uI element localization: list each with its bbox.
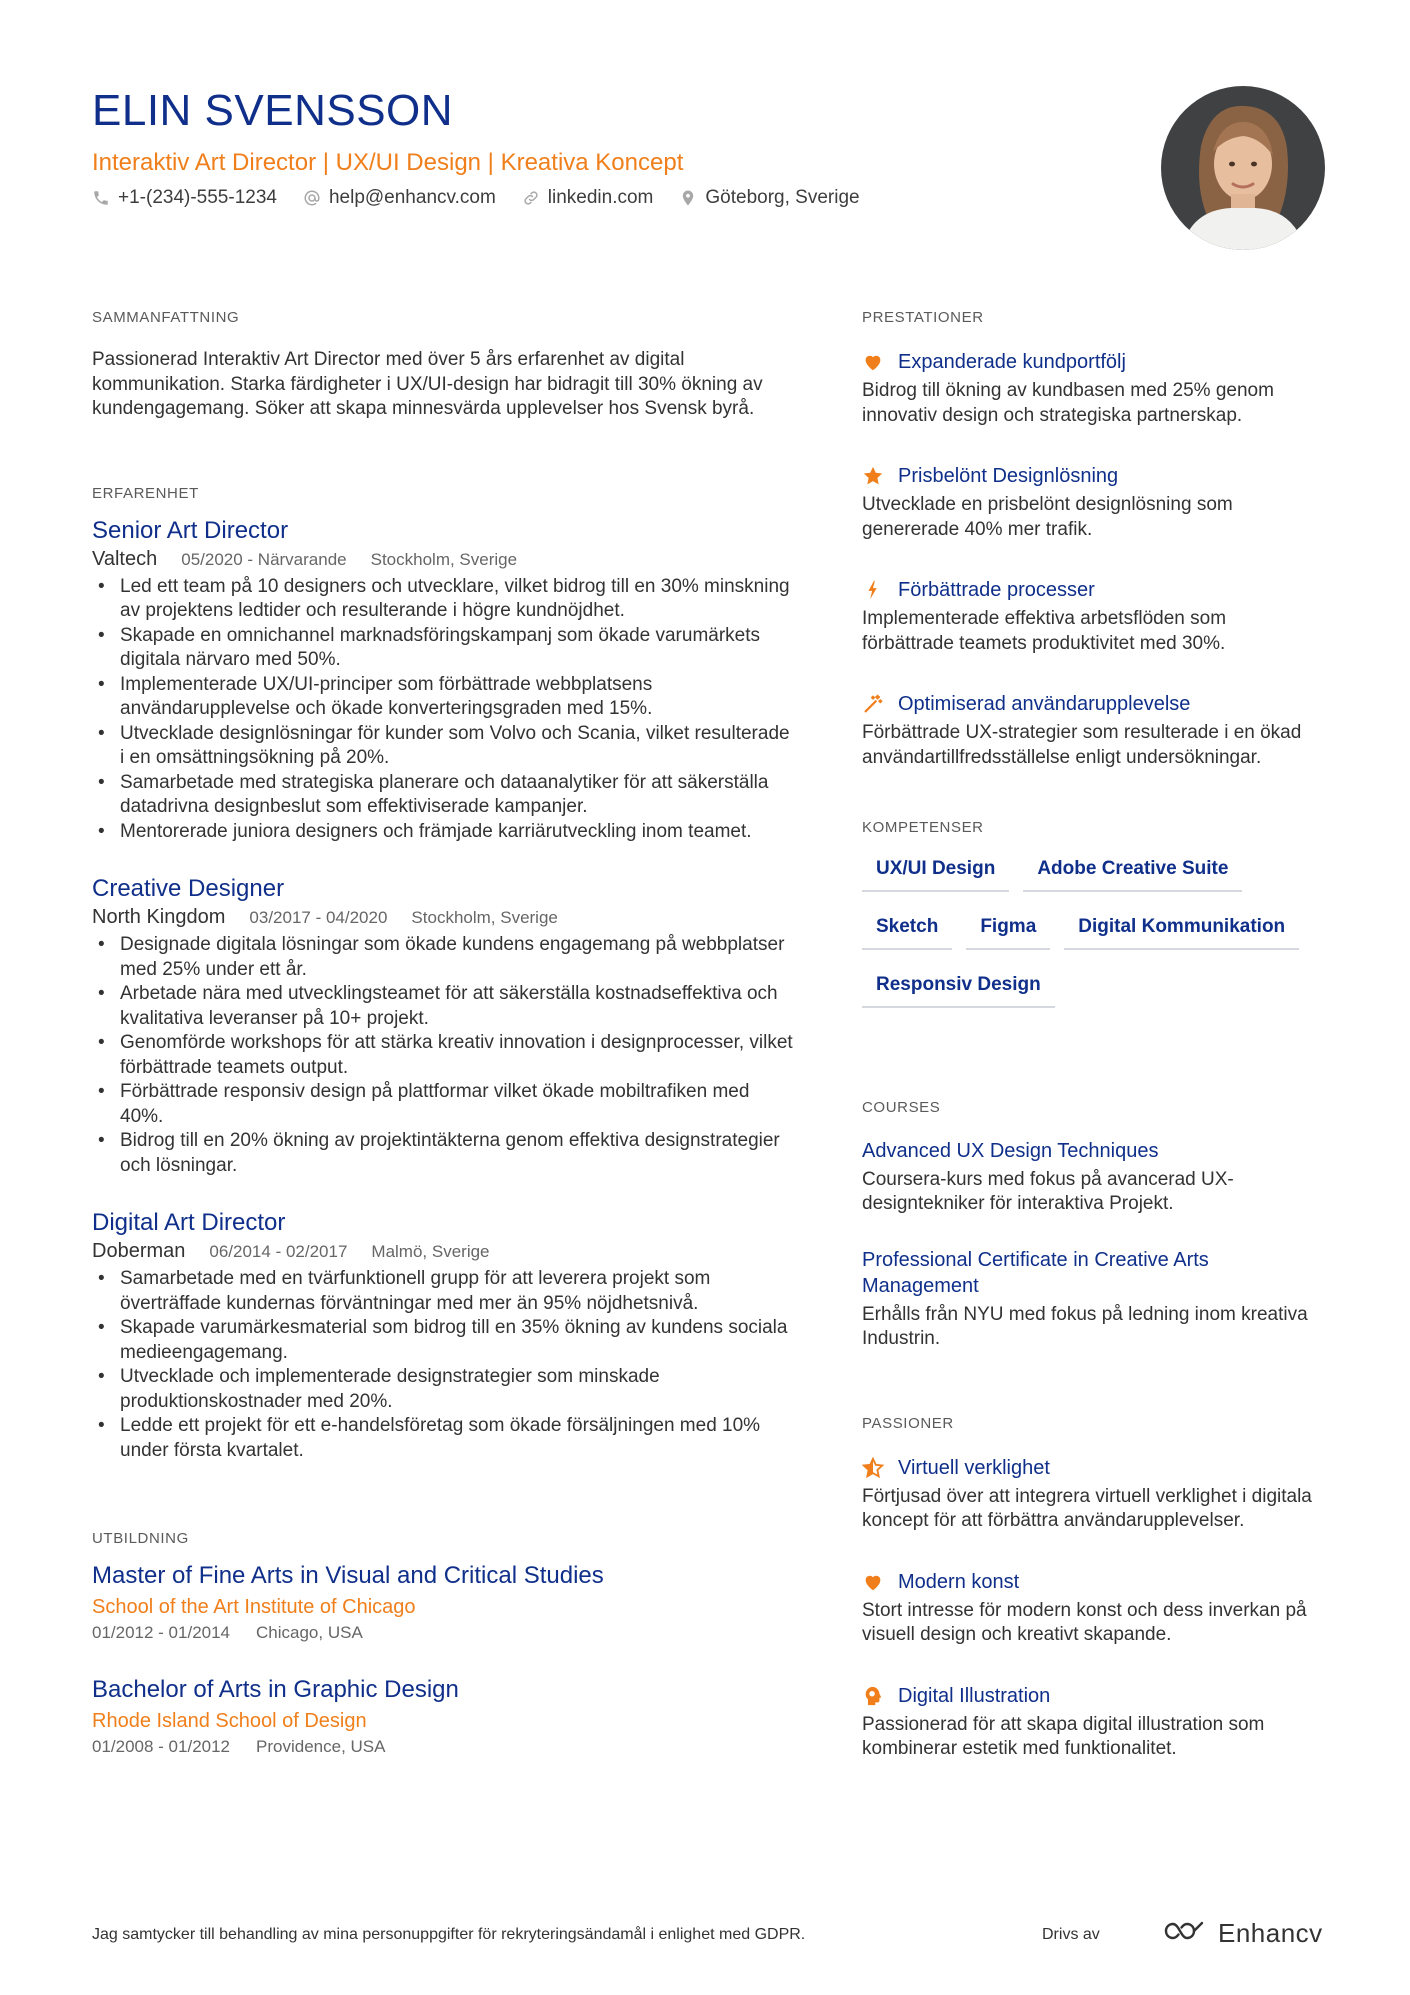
at-icon [303,189,321,207]
heart-icon [862,351,884,373]
right-column [862,308,1322,1796]
job-bullet: • Samarbetade med strategiska planerare och dataanalytiker för att säkerställa datadrivna designbeslut som effektiviserade kampanjer. [92,771,797,820]
job-bullet: • Utvecklade och implementerade designstrategier som minskade produktionskostnader med 20%. [92,1365,797,1414]
job-location: Stockholm, Sverige [370,549,518,569]
footer [92,1918,1324,1958]
job-bullet: • Bidrog till en 20% ökning av projektintäkterna genom effektiva designstrategier och lösningar. [92,1129,797,1178]
skills-section [862,818,1322,1030]
linkedin-text[interactable]: linkedin.com [547,187,654,208]
education-dates: 01/2008 - 01/2012 [92,1737,231,1756]
achievement-item [862,576,1322,656]
achievement-desc: Bidrog till ökning av kundbasen med 25% genom innovativ design och strategiska partnerskap. [862,380,1274,426]
experience-section [92,484,797,1464]
phone-icon [92,189,110,207]
skills-list [862,856,1322,1030]
passion-title: Digital Illustration [898,1684,1051,1707]
job-company: Valtech [92,547,158,570]
job-title: Digital Art Director [92,1209,286,1236]
achievement-desc: Förbättrade UX-strategier som resulterade i en ökad användartillfredsställelse enligt undersökningar. [862,722,1302,768]
education-meta [92,1621,797,1645]
job-dates: 03/2017 - 04/2020 [249,908,388,927]
powered-by-label: Drivs av [1042,1926,1100,1943]
experience-heading: ERFARENHET [92,484,199,502]
courses-section [862,1098,1322,1352]
achievement-desc: Utvecklade en prisbelönt designlösning som genererade 40% mer trafik. [862,494,1233,540]
job-bullets [92,575,797,845]
job-title: Senior Art Director [92,516,289,544]
skill-tag: Figma [966,914,1050,950]
achievement-title: Optimiserad användarupplevelse [898,693,1191,715]
job-bullet: • Implementerade UX/UI-principer som förbättrade webbplatsens användarupplevelse och ökade konverteringsgraden med 15%. [92,673,797,722]
passions-section [862,1414,1322,1762]
skill-tag: Responsiv Design [862,972,1055,1008]
job-bullet: • Skapade varumärkesmaterial som bidrog till en 35% ökning av kundens sociala medieengagemang. [92,1316,797,1365]
achievement-desc: Implementerade effektiva arbetsflöden som förbättrade teamets produktivitet med 30%. [862,608,1227,654]
passion-title: Virtuell verklighet [898,1456,1050,1479]
job-bullet: • Samarbetade med en tvärfunktionell grupp för att leverera projekt som överträffade kundernas förväntningar med mer än 95% nöjdhetsnivå. [92,1267,797,1316]
achievement-title: Förbättrade processer [898,579,1095,601]
achievement-item [862,462,1322,542]
profile-photo [1161,86,1325,250]
skills-heading: KOMPETENSER [862,819,984,836]
achievement-item [862,690,1322,770]
link-icon [522,189,540,207]
job-entry [92,1208,797,1463]
enhancv-logo-text: Enhancv [1218,1918,1323,1948]
head-brain-icon [862,1685,884,1707]
passion-item [862,1454,1322,1534]
job-entry [92,516,797,845]
achievement-title: Expanderade kundportfölj [898,351,1126,373]
contact-location [679,184,859,212]
enhancv-logo-icon [1162,1919,1210,1948]
passion-desc: Stort intresse för modern konst och dess inverkan på visuell design och kreativt skapande. [862,1599,1307,1645]
location-text: Göteborg, Sverige [705,187,860,208]
achievement-item [862,348,1322,428]
achievement-title: Prisbelönt Designlösning [898,465,1119,487]
education-degree: Master of Fine Arts in Visual and Critical Studies [92,1562,604,1589]
achievements-heading: PRESTATIONER [862,309,984,326]
education-entry [92,1675,797,1759]
skill-tag: Sketch [862,914,952,950]
magic-wand-icon [862,693,884,715]
education-meta [92,1735,797,1759]
phone-text: +1-(234)-555-1234 [118,187,277,208]
education-degree: Bachelor of Arts in Graphic Design [92,1676,459,1703]
education-location: Providence, USA [256,1737,386,1756]
job-meta [92,546,797,573]
job-bullet: • Ledde ett projekt för ett e-handelsföretag som ökade försäljningen med 10% under första kvartalet. [92,1414,797,1463]
job-company: North Kingdom [92,906,226,928]
job-bullets [92,933,797,1178]
contact-phone [92,184,277,212]
candidate-name: ELIN SVENSSON [92,86,454,135]
job-bullet: • Förbättrade responsiv design på plattformar vilket ökade mobiltrafiken med 40%. [92,1080,797,1129]
job-title: Creative Designer [92,875,285,902]
bolt-icon [862,579,884,601]
skill-tag: Digital Kommunikation [1064,914,1299,950]
job-bullets [92,1267,797,1463]
job-meta [92,904,797,931]
passion-desc: Passionerad för att skapa digital illustration som kombinerar estetik med funktionalitet. [862,1713,1265,1759]
job-location: Stockholm, Sverige [411,908,558,927]
job-dates: 05/2020 - Närvarande [181,549,347,569]
summary-section [92,308,797,422]
job-bullet: • Mentorerade juniora designers och främjade karriärutveckling inom teamet. [92,820,797,845]
job-company: Doberman [92,1240,186,1262]
gdpr-consent-text: Jag samtycker till behandling av mina personuppgifter för rekryteringsändamål i enlighet med GDPR. [92,1926,806,1943]
education-dates: 01/2012 - 01/2014 [92,1623,231,1642]
job-dates: 06/2014 - 02/2017 [209,1242,348,1261]
job-bullet: • Arbetade nära med utvecklingsteamet för att säkerställa kostnadseffektiva och kvalitativa leveranser på 10+ projekt. [92,982,797,1031]
education-location: Chicago, USA [256,1623,363,1642]
summary-heading: SAMMANFATTNING [92,309,240,326]
job-entry [92,874,797,1178]
skill-tag: Adobe Creative Suite [1023,856,1242,892]
achievements-section [862,308,1322,770]
headline: Interaktiv Art Director | UX/UI Design | Kreativa Koncept [92,149,684,176]
education-heading: UTBILDNING [92,1530,189,1547]
passion-title: Modern konst [898,1570,1020,1593]
contact-row [92,184,886,212]
summary-text: Passionerad Interaktiv Art Director med över 5 års erfarenhet av digital kommunikation. Starka färdigheter i UX/UI-design har bidragit till 30% ökning av kundengagemang. Söker att skapa minnesvärda upplevelser hos Svensk byrå. [92,349,763,419]
passion-item [862,1682,1322,1762]
education-section [92,1529,797,1759]
course-desc: Erhålls från NYU med fokus på ledning inom kreativa Industrin. [862,1303,1308,1349]
skill-tag: UX/UI Design [862,856,1009,892]
enhancv-logo[interactable] [1162,1918,1323,1949]
job-bullet: • Designade digitala lösningar som ökade kundens engagemang på webbplatser med 25% under ett år. [92,933,797,982]
passion-desc: Förtjusad över att integrera virtuell verklighet i digitala koncept för att förbättra användarupplevelser. [862,1485,1312,1531]
contact-linkedin[interactable] [522,184,654,212]
job-bullet: • Utvecklade designlösningar för kunder som Volvo och Scania, vilket resulterade i en omsättningsökning på 20%. [92,722,797,771]
education-school: Rhode Island School of Design [92,1710,367,1732]
courses-heading: COURSES [862,1099,941,1116]
course-title: Professional Certificate in Creative Arts Management [862,1248,1209,1297]
heart-icon [862,1571,884,1593]
education-school: School of the Art Institute of Chicago [92,1596,416,1618]
job-bullet: • Led ett team på 10 designers och utvecklare, vilket bidrog till en 30% minskning av projektens ledtider och resulterande i högre kundnöjdhet. [92,575,797,624]
course-title: Advanced UX Design Techniques [862,1140,1159,1162]
job-location: Malmö, Sverige [371,1242,490,1261]
passions-heading: PASSIONER [862,1414,954,1432]
job-bullet: • Genomförde workshops för att stärka kreativ innovation i designprocesser, vilket förbättrade teamets output. [92,1031,797,1080]
location-pin-icon [679,189,697,207]
education-entry [92,1561,797,1645]
course-item [862,1247,1322,1352]
job-meta [92,1238,797,1265]
passion-item [862,1568,1322,1648]
left-column [92,308,797,1789]
course-item [862,1138,1322,1217]
email-text[interactable]: help@enhancv.com [328,187,496,208]
star-icon [862,465,884,487]
contact-email[interactable] [303,184,496,212]
course-desc: Coursera-kurs med fokus på avancerad UX-designtekniker för interaktiva Projekt. [862,1168,1234,1214]
job-bullet: • Skapade en omnichannel marknadsföringskampanj som ökade varumärkets digitala närvaro med 50%. [92,624,797,673]
star-half-icon [862,1457,884,1479]
